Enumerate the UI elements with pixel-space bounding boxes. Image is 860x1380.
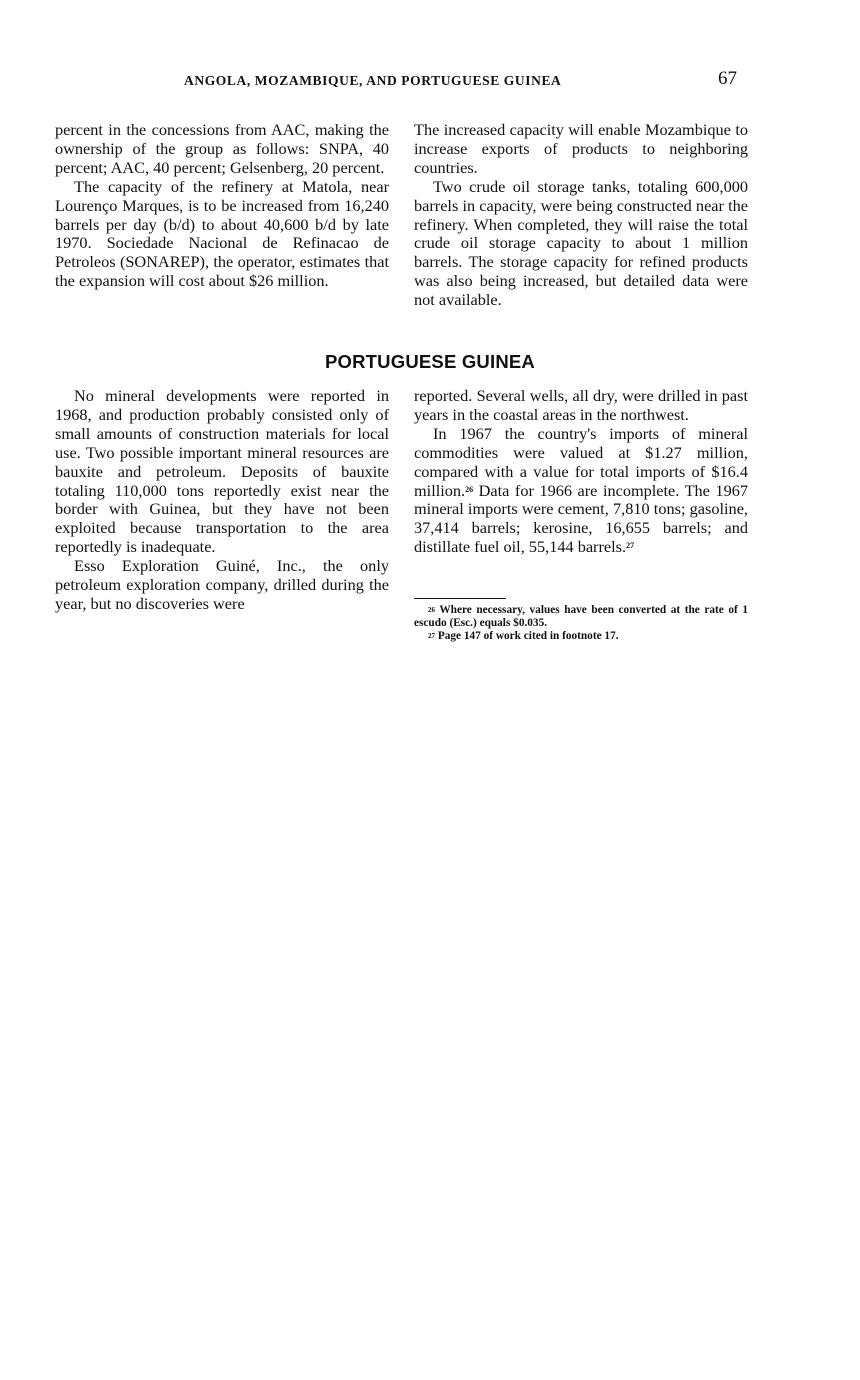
footnotes <box>414 604 748 642</box>
footnote-marker: 27 <box>428 631 435 640</box>
running-header <box>0 68 860 94</box>
footnote <box>414 604 748 630</box>
footnote <box>414 630 748 643</box>
top-right-column <box>414 121 748 310</box>
paragraph: percent in the concessions from AAC, making the ownership of the group as follows: SNPA, 40 percent; AAC, 40 percent; Gelsenberg, 20 percent. <box>55 120 389 177</box>
paragraph: reported. Several wells, all dry, were drilled in past years in the coastal areas in the northwest. <box>414 386 748 424</box>
paragraph-text: Data for 1966 are incomplete. The 1967 mineral imports were cement, 7,810 tons; gasoline, 37,414 barrels; kerosine, 16,655 barrels; and distillate fuel oil, 55,144 barrels. <box>414 480 748 557</box>
footnote-text: Where necessary, values have been converted at the rate of 1 escudo (Esc.) equals $0.035. <box>414 604 748 629</box>
paragraph: The increased capacity will enable Mozambique to increase exports of products to neighboring countries. <box>414 120 748 177</box>
footnote-marker: 26 <box>428 606 435 614</box>
paragraph: The capacity of the refinery at Matola, near Lourenço Marques, is to be increased from 16,240 barrels per day (b/d) to about 40,600 b/d by late 1970. Sociedade Nacional de Refinacao de Petroleos (SONAREP), the operator, estimates that the expansion will cost about $26 million. <box>55 176 389 291</box>
page-number: 67 <box>718 68 737 89</box>
running-title: ANGOLA, MOZAMBIQUE, AND PORTUGUESE GUINEA <box>184 73 562 88</box>
top-left-column <box>55 121 389 291</box>
paragraph: Esso Exploration Guiné, Inc., the only petroleum exploration company, drilled during the year, but no discoveries were <box>55 556 389 613</box>
paragraph: No mineral developments were reported in 1968, and production probably consisted only of small amounts of construction materials for local use. Two possible important mineral resources are bauxite and petroleum. Deposits of bauxite totaling 110,000 tons reportedly exist near the border with Guinea, but they have not been exploited because transportation to the area reportedly is inadequate. <box>55 386 389 557</box>
paragraph-text: In 1967 the country's imports of mineral commodities were valued at $1.27 million, compared with a value for total imports of $16.4 million. <box>414 423 748 500</box>
paragraph: Two crude oil storage tanks, totaling 600,000 barrels in capacity, were being constructed near the refinery. When completed, they will raise the total crude oil storage capacity to about 1 million barrels. The storage capacity for refined products was also being increased, but detailed data were not available. <box>414 176 748 310</box>
paragraph <box>414 425 748 557</box>
footnote-text: Page 147 of work cited in footnote 17. <box>435 629 619 642</box>
portuguese-guinea-left-column <box>55 387 389 614</box>
footnote-reference: 26 <box>465 484 474 494</box>
footnote-reference: 27 <box>626 541 635 551</box>
footnote-divider <box>414 598 506 599</box>
portuguese-guinea-right-column <box>414 387 748 557</box>
section-heading-portuguese-guinea: PORTUGUESE GUINEA <box>324 351 535 372</box>
